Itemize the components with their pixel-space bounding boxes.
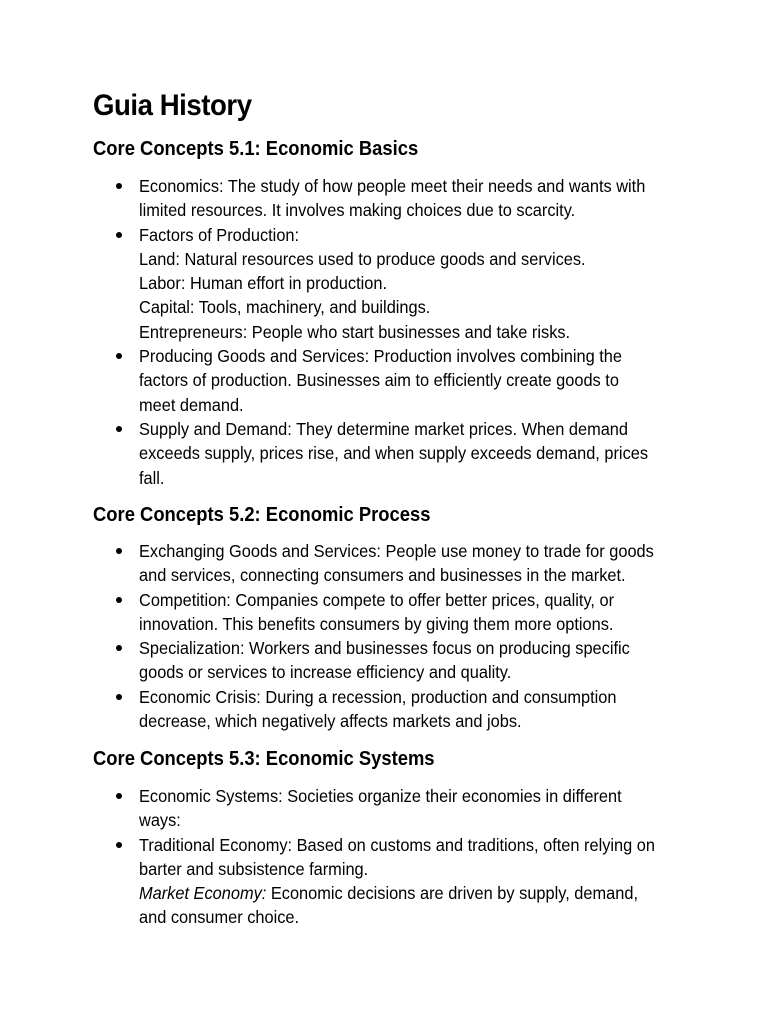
list-item-line: Producing Goods and Services: Production involves combining the [139,346,622,367]
bullet-icon [116,548,122,554]
bullet-icon [116,183,122,189]
list-item-line: Economic Crisis: During a recession, production and consumption [139,686,617,707]
bullet-icon [116,232,122,238]
list-item [0,417,689,490]
bullet-icon [116,597,122,603]
list-item-line: Exchanging Goods and Services: People use money to trade for goods [139,541,654,561]
list-item-line: Factors of Production: [139,224,300,245]
bullet-icon [116,426,122,432]
list-item [0,833,689,930]
list-item-line: goods or services to increase efficiency and quality. [139,662,512,683]
list-item [0,223,689,344]
list-item [0,636,689,685]
list-item-line: and consumer choice. [139,907,300,928]
list-item-line: meet demand. [139,394,244,415]
list-item-line: decrease, which negatively affects markets and jobs. [139,711,522,732]
list-item-line: Specialization: Workers and businesses focus on producing specific [139,638,630,659]
list-item-line: Competition: Companies compete to offer better prices, quality, or [139,589,615,610]
bullet-icon [116,793,122,799]
list-item [0,784,689,833]
list-item-line: Supply and Demand: They determine market prices. When demand [139,418,629,439]
list-item [0,174,689,223]
section-heading-5-3: Core Concepts 5.3: Economic Systems [93,748,435,770]
list-item [0,588,689,637]
list-item-line: Land: Natural resources used to produce goods and services. [139,248,586,269]
list-item [0,685,689,734]
list-item-line: Labor: Human effort in production. [139,273,388,294]
list-item-line: exceeds supply, prices rise, and when supply exceeds demand, prices [139,443,649,464]
list-item-line: Capital: Tools, machinery, and buildings. [139,297,431,318]
list-item-line-rest: Economic decisions are driven by supply, demand, [266,883,638,904]
list-item-line: and services, connecting consumers and businesses in the market. [139,565,626,586]
section-heading-5-2: Core Concepts 5.2: Economic Process [93,504,431,526]
list-item-line: fall. [139,467,165,488]
list-item-line: Traditional Economy: Based on customs and traditions, often relying on [139,834,656,855]
list-item-line: ways: [139,810,181,831]
bullet-icon [116,645,122,651]
section-5-3-list [0,784,768,930]
bullet-icon [116,353,122,359]
list-item [0,344,689,417]
market-economy-label: Market Economy: [139,883,267,904]
list-item-line: factors of production. Businesses aim to efficiently create goods to [139,370,619,391]
bullet-icon [116,694,122,700]
list-item-line: barter and subsistence farming. [139,858,369,879]
document-title: Guia History [93,89,252,122]
section-5-2-list [0,539,768,733]
list-item [0,539,689,588]
list-item-line: Economics: The study of how people meet their needs and wants with [139,176,646,196]
list-item-line: innovation. This benefits consumers by giving them more options. [139,613,614,634]
section-5-1-list [0,174,768,490]
section-heading-5-1: Core Concepts 5.1: Economic Basics [93,138,419,160]
list-item-line-mixed [139,881,691,905]
bullet-icon [116,842,122,848]
list-item-line: Entrepreneurs: People who start businesses and take risks. [139,321,571,342]
list-item-line: Economic Systems: Societies organize their economies in different [139,786,622,806]
list-item-line: limited resources. It involves making choices due to scarcity. [139,200,576,221]
